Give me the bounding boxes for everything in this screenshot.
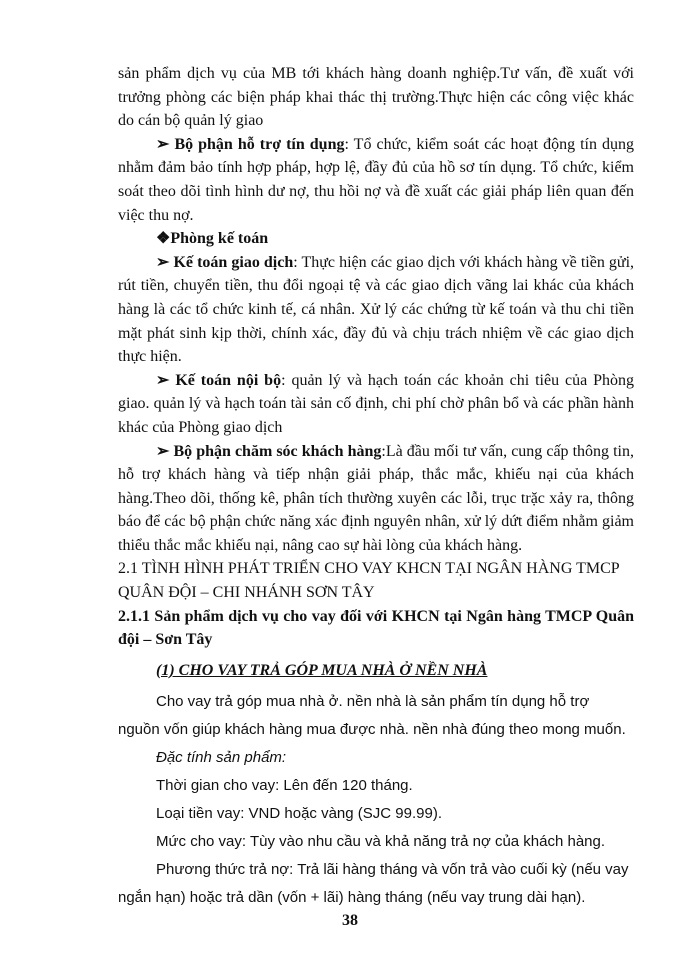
feature-currency: Loại tiền vay: VND hoặc vàng (SJC 99.99). xyxy=(156,804,442,822)
paragraph-transaction-accounting xyxy=(118,251,634,369)
paragraph-text: sản phẩm dịch vụ của MB tới khách hàng doanh nghiệp.Tư vấn, đề xuất với trưởng phòng các biện pháp khai thác thị trường.Thực hiện các công việc khác do cán bộ quản lý giao xyxy=(118,65,634,130)
section-heading-2-1-1: 2.1.1 Sản phẩm dịch vụ cho vay đối với KHCN tại Ngân hàng TMCP Quân đội – Sơn Tây xyxy=(118,607,634,649)
paragraph-text: :Là đầu mối tư vấn, cung cấp thông tin, hỗ trợ khách hàng và tiếp nhận giải pháp, thắc mắc, khiếu nại của khách hàng.Theo dõi, thống kê, phân tích thường xuyên các lỗi, trục trặc xảy ra, thông báo để các bộ phận chức năng xác định nguyên nhân, xử lý dứt điểm nhằm giảm thiểu thắc mắc khiếu nại, nâng cao sự hài lòng của khách hàng. xyxy=(118,442,635,554)
arrow-bullet-icon: ➢ xyxy=(156,442,170,460)
section-label: Bộ phận chăm sóc khách hàng xyxy=(173,442,382,460)
features-label: Đặc tính sản phẩm: xyxy=(156,748,287,766)
arrow-bullet-icon: ➢ xyxy=(156,371,170,389)
section-heading-2-1: 2.1 TÌNH HÌNH PHÁT TRIỂN CHO VAY KHCN TẠI NGÂN HÀNG TMCP QUÂN ĐỘI – CHI NHÁNH SƠN TÂY xyxy=(118,560,620,602)
section-label: Kế toán nội bộ xyxy=(175,371,282,389)
paragraph-credit-support xyxy=(118,133,634,227)
paragraph-text: : Tổ chức, kiểm soát các hoạt động tín dụng nhằm đảm bảo tính hợp pháp, hợp lệ, đầy đủ của hồ sơ tín dụng. Tổ chức, kiểm soát theo dõi tình hình dư nợ, thu hồi nợ và đề xuất các giải pháp liên quan đến việc thu nợ. xyxy=(118,135,635,224)
section-label: Phòng kế toán xyxy=(170,230,269,248)
paragraph-text: : quản lý và hạch toán các khoản chi tiêu của Phòng giao. quản lý và hạch toán tài sản cố định, chi phí chờ phân bổ và các phần hành khác của Phòng giao dịch xyxy=(118,371,635,436)
feature-term: Thời gian cho vay: Lên đến 120 tháng. xyxy=(156,776,413,794)
feature-amount: Mức cho vay: Tùy vào nhu cầu và khả năng trả nợ của khách hàng. xyxy=(156,832,606,850)
heading-accounting-dept xyxy=(118,227,634,251)
section-label: Bộ phận hỗ trợ tín dụng xyxy=(174,135,345,153)
paragraph-internal-accounting xyxy=(118,369,634,440)
paragraph-text: : Thực hiện các giao dịch với khách hàng về tiền gửi, rút tiền, chuyển tiền, thu đổi ngoại tệ và các giao dịch vãng lai khác của khách hàng là các tổ chức kinh tế, cá nhân. Xử lý các chứng từ kế toán và thu chi tiền mặt phát sinh kịp thời, chính xác, đầy đủ và chịu trách nhiệm về các giao dịch thực hiện. xyxy=(118,253,635,366)
arrow-bullet-icon: ➢ xyxy=(156,135,170,153)
paragraph-customer-care xyxy=(118,440,634,558)
section-label: Kế toán giao dịch xyxy=(173,253,294,271)
paragraph-intro xyxy=(118,62,634,133)
product-subheading: (1) CHO VAY TRẢ GÓP MUA NHÀ Ở NỀN NHÀ xyxy=(156,661,488,679)
product-intro: Cho vay trả góp mua nhà ở. nền nhà là sản phẩm tín dụng hỗ trợ nguồn vốn giúp khách hàng mua được nhà. nền nhà đúng theo mong muốn. xyxy=(118,692,626,738)
page-number: 38 xyxy=(342,912,358,929)
diamond-bullet-icon: ❖ xyxy=(156,230,171,248)
arrow-bullet-icon: ➢ xyxy=(156,253,170,271)
feature-repayment: Phương thức trả nợ: Trả lãi hàng tháng và vốn trả vào cuối kỳ (nếu vay ngắn hạn) hoặc trả dần (vốn + lãi) hàng tháng (nếu vay trung dài hạn). xyxy=(118,860,629,906)
document-page xyxy=(118,62,634,912)
